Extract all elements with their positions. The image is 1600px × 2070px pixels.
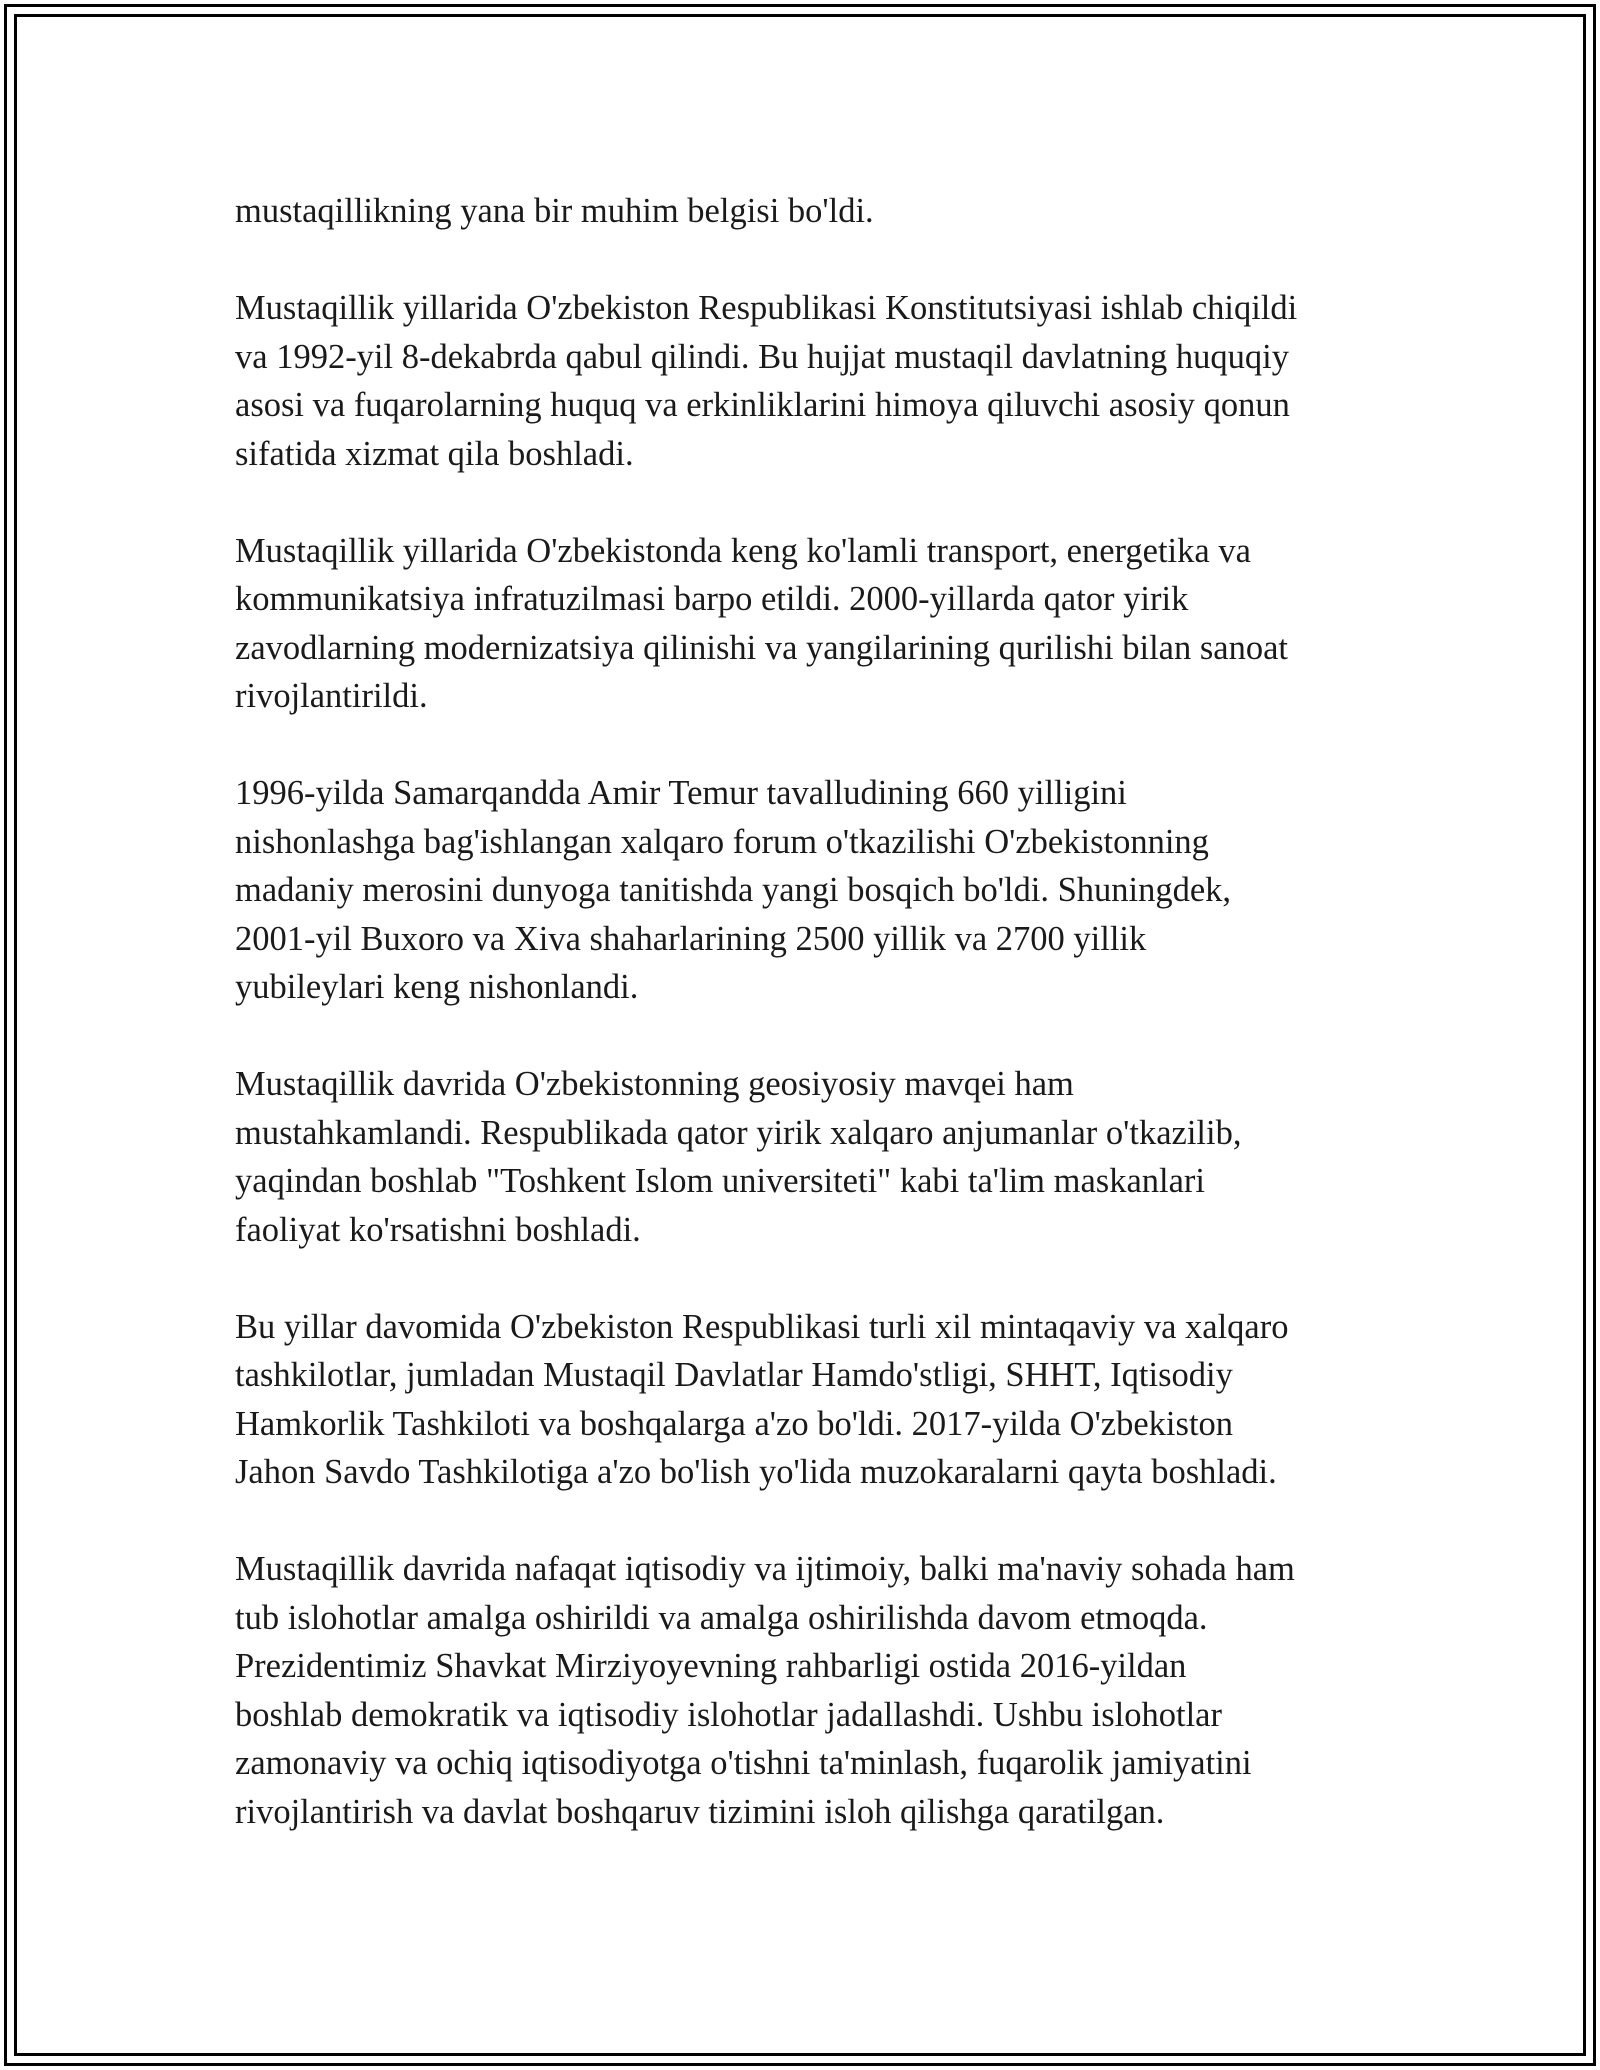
paragraph-4: 1996-yilda Samarqandda Amir Temur tavalludining 660 yilligini nishonlashga bag'ishlangan xalqaro forum o'tkazilishi O'zbekistonning madaniy merosini dunyoga tanitishda yangi bosqich bo'ldi. Shuningdek, 2001-yil Buxoro va Xiva shaharlarining 2500 yillik va 2700 yillik yubileylari keng nishonlandi.	[235, 774, 1232, 1006]
paragraph-7: Mustaqillik davrida nafaqat iqtisodiy va ijtimoiy, balki ma'naviy sohada ham tub islohotlar amalga oshirildi va amalga oshirilishda davom etmoqda. Prezidentimiz Shavkat Mirziyoyevning rahbarligi ostida 2016-yildan boshlab demokratik va iqtisodiy islohotlar jadallashdi. Ushbu islohotlar zamonaviy va ochiq iqtisodiyotga o'tishni ta'minlash, fuqarolik jamiyatini rivojlantirish va davlat boshqaruv tizimini isloh qilishga qaratilgan.	[235, 1550, 1295, 1831]
paragraph-2: Mustaqillik yillarida O'zbekiston Respublikasi Konstitutsiyasi ishlab chiqildi va 1992-yil 8-dekabrda qabul qilindi. Bu hujjat mustaqil davlatning huquqiy asosi va fuqarolarning huquq va erkinliklarini himoya qiluvchi asosiy qonun sifatida xizmat qila boshladi.	[235, 289, 1298, 473]
paragraph-3: Mustaqillik yillarida O'zbekistonda keng ko'lamli transport, energetika va kommunikatsiya infratuzilmasi barpo etildi. 2000-yillarda qator yirik zavodlarning modernizatsiya qilinishi va yangilarining qurilishi bilan sanoat rivojlantirildi.	[235, 531, 1288, 715]
document-body	[235, 187, 1370, 1836]
paragraph-1: mustaqillikning yana bir muhim belgisi bo'ldi.	[235, 192, 874, 230]
paragraph-6: Bu yillar davomida O'zbekiston Respublikasi turli xil mintaqaviy va xalqaro tashkilotlar, jumladan Mustaqil Davlatlar Hamdo'stligi, SHHT, Iqtisodiy Hamkorlik Tashkiloti va boshqalarga a'zo bo'ldi. 2017-yilda O'zbekiston Jahon Savdo Tashkilotiga a'zo bo'lish yo'lida muzokaralarni qayta boshladi.	[235, 1307, 1289, 1491]
paragraph-5: Mustaqillik davrida O'zbekistonning geosiyosiy mavqei ham mustahkamlandi. Respublikada qator yirik xalqaro anjumanlar o'tkazilib, yaqindan boshlab "Toshkent Islom universiteti" kabi ta'lim maskanlari faoliyat ko'rsatishni boshladi.	[235, 1065, 1242, 1249]
